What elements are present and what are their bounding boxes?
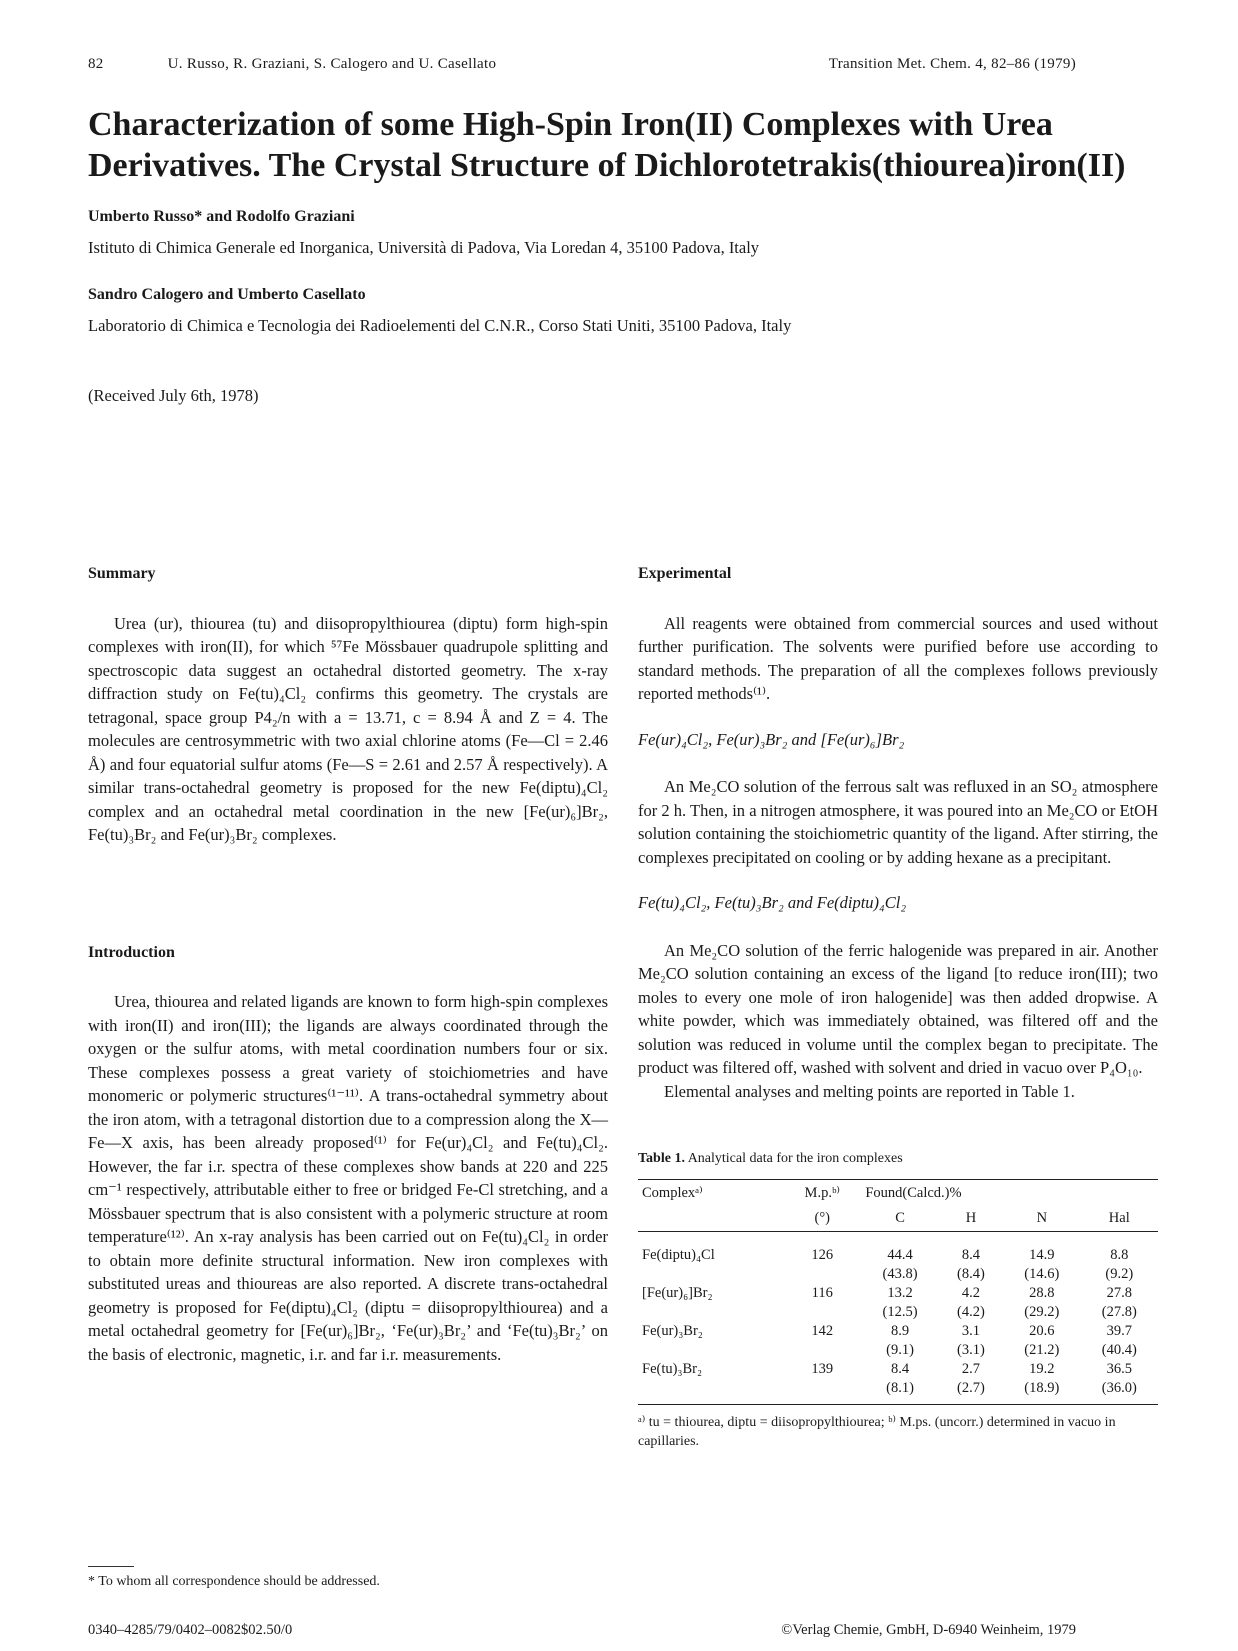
left-column	[88, 562, 608, 1366]
received-date: (Received July 6th, 1978)	[88, 386, 259, 405]
cell-complex: [Fe(ur)₆]Br₂	[642, 1284, 713, 1301]
authors-group-2: Sandro Calogero and Umberto Casellato	[88, 286, 366, 303]
experimental-paragraph-1: All reagents were obtained from commercial sources and used without further purification. The solvents were purified before use according to standard methods. The preparation of all the complexes follows previously reported methods⁽¹⁾.	[638, 613, 1158, 703]
table-row	[638, 1322, 1158, 1360]
experimental-heading: Experimental	[638, 565, 732, 582]
authors-group-1: Umberto Russo* and Rodolfo Graziani	[88, 208, 355, 225]
experimental-subheading-1: Fe(ur)₄Cl₂, Fe(ur)₃Br₂ and [Fe(ur)₆]Br₂	[638, 729, 905, 749]
table-caption-text: Analytical data for the iron complexes	[687, 1151, 903, 1166]
cell-n: 28.8 (29.2)	[1024, 1284, 1060, 1320]
table-row	[638, 1284, 1158, 1322]
introduction-text: Urea, thiourea and related ligands are known to form high-spin complexes with iron(II) and iron(III); the ligands are always coordinated through the oxygen or the sulfur atoms, with metal coordination numbers four or six. These complexes possess a great variety of stoichiometries and have monomeric or polymeric structures⁽¹⁻¹¹⁾. A trans-octahedral symmetry about the iron atom, with a tetragonal distortion due to a compression along the X—Fe—X axis, has been already proposed⁽¹⁾ for Fe(ur)₄Cl₂ and Fe(tu)₄Cl₂. However, the far i.r. spectra of these complexes show bands at 220 and 225 cm⁻¹ respectively, attributable either to free or bridged Fe-Cl stretching, and a Mössbauer spectrum that is also consistent with a polymeric structure at room temperature⁽¹²⁾. An x-ray analysis has been carried out on Fe(tu)₄Cl₂ in order to obtain more definite structural information. New iron complexes with substituted ureas and thioureas are also reported. A discrete trans-octahedral geometry is proposed for Fe(diptu)₄Cl₂ (diptu = diisopropylthiourea) and a metal octahedral geometry for [Fe(ur)₆]Br₂, ‘Fe(ur)₃Br₂’ and ‘Fe(tu)₃Br₂’ on the basis of electronic, magnetic, i.r. and far i.r. measurements.	[88, 992, 608, 1364]
experimental-subheading-2: Fe(tu)₄Cl₂, Fe(tu)₃Br₂ and Fe(diptu)₄Cl₂	[638, 893, 907, 912]
experimental-paragraph-4: Elemental analyses and melting points are reported in Table 1.	[664, 1081, 1075, 1101]
journal-citation: Transition Met. Chem. 4, 82–86 (1979)	[828, 56, 1076, 72]
publisher-copyright: ©Verlag Chemie, GmbH, D-6940 Weinheim, 1979	[781, 1622, 1076, 1638]
table-footnote: ᵃ⁾ tu = thiourea, diptu = diisopropylthiourea; ᵇ⁾ M.ps. (uncorr.) determined in vacuo in capillaries.	[638, 1414, 1116, 1449]
cell-h: 2.7 (2.7)	[939, 1360, 1003, 1405]
footnote-rule	[88, 1566, 134, 1567]
col-header-hal: Hal	[1081, 1205, 1158, 1231]
cell-hal: 36.5 (36.0)	[1081, 1360, 1158, 1405]
article-code: 0340–4285/79/0402–0082$02.50/0	[88, 1622, 293, 1638]
table-caption	[638, 1147, 1158, 1171]
cell-n: 14.9 (14.6)	[1024, 1246, 1060, 1282]
table-caption-label: Table 1.	[638, 1151, 685, 1166]
experimental-paragraph-2: An Me₂CO solution of the ferrous salt was refluxed in an SO₂ atmosphere for 2 h. Then, in a nitrogen atmosphere, it was poured into an Me₂CO or EtOH solution containing the stoichiometric quantity of the ligand. After stirring, the complexes precipitated on cooling or by adding hexane as a precipitant.	[638, 777, 1158, 867]
cell-c: 8.9 (9.1)	[886, 1322, 914, 1358]
col-header-found: Found(Calcd.)%	[861, 1179, 1158, 1205]
summary-text: Urea (ur), thiourea (tu) and diisopropylthiourea (diptu) form high-spin complexes with iron(II), for which ⁵⁷Fe Mössbauer quadrupole splitting and spectroscopic data suggest an octahedral distorted geometry. The x-ray diffraction study on Fe(tu)₄Cl₂ confirms this geometry. The crystals are tetragonal, space group P4₂/n with a = 13.71, c = 8.94 Å and Z = 4. The molecules are centrosymmetric with two axial chlorine atoms (Fe—Cl = 2.46 Å) and four equatorial sulfur atoms (Fe—S = 2.61 and 2.57 Å respectively). A similar trans-octahedral geometry is proposed for the new Fe(diptu)₄Cl₂ complex and an octahedral metal coordination in the new [Fe(ur)₆]Br₂, Fe(tu)₃Br₂ and Fe(ur)₃Br₂ complexes.	[88, 613, 608, 844]
cell-h: 3.1 (3.1)	[957, 1322, 985, 1358]
col-header-n: N	[1003, 1205, 1080, 1231]
cell-h: 8.4 (8.4)	[957, 1246, 985, 1282]
col-header-mp-unit: (°)	[783, 1205, 861, 1231]
col-header-mp: M.p.ᵇ⁾	[783, 1179, 861, 1205]
cell-complex: Fe(ur)₃Br₂	[642, 1322, 703, 1339]
col-header-h: H	[939, 1205, 1003, 1231]
table-row	[638, 1231, 1158, 1284]
cell-mp: 126	[811, 1246, 834, 1263]
running-header-left	[88, 56, 496, 73]
page-number: 82	[88, 56, 104, 72]
col-header-complex: Complexᵃ⁾	[638, 1179, 783, 1205]
affiliation-2: Laboratorio di Chimica e Tecnologia dei Radioelementi del C.N.R., Corso Stati Uniti, 35100 Padova, Italy	[88, 316, 792, 335]
summary-heading: Summary	[88, 565, 156, 582]
article-title: Characterization of some High-Spin Iron(II) Complexes with Urea Derivatives. The Crystal Structure of Dichlorotetrakis(thiourea)iron(II)	[88, 106, 1126, 184]
introduction-heading: Introduction	[88, 943, 175, 961]
cell-c: 13.2 (12.5)	[882, 1284, 918, 1320]
cell-hal: 8.8 (9.2)	[1105, 1246, 1134, 1282]
cell-h: 4.2 (4.2)	[957, 1284, 985, 1320]
cell-c: 44.4 (43.8)	[882, 1246, 918, 1282]
cell-mp: 116	[811, 1284, 833, 1301]
cell-hal: 39.7 (40.4)	[1101, 1322, 1137, 1358]
table-row	[638, 1360, 1158, 1405]
cell-n: 20.6 (21.2)	[1024, 1322, 1060, 1358]
cell-complex: Fe(tu)₃Br₂	[638, 1360, 783, 1405]
header-authors: U. Russo, R. Graziani, S. Calogero and U. Casellato	[167, 56, 497, 72]
cell-hal: 27.8 (27.8)	[1101, 1284, 1137, 1320]
experimental-paragraph-3: An Me₂CO solution of the ferric halogenide was prepared in air. Another Me₂CO solution containing an excess of the ligand [to reduce iron(III); two moles to every one mole of iron halogenide] was then added dropwise. A white powder, which was immediately obtained, was filtered off and the solution was reduced in volume until the complex began to precipitate. The product was filtered off, washed with solvent and dried in vacuo over P₄O₁₀.	[638, 940, 1158, 1077]
correspondence-footnote: * To whom all correspondence should be addressed.	[88, 1574, 380, 1589]
col-header-c: C	[861, 1205, 938, 1231]
affiliation-1: Istituto di Chimica Generale ed Inorganica, Università di Padova, Via Loredan 4, 35100 Padova, Italy	[88, 238, 760, 257]
cell-c: 8.4 (8.1)	[861, 1360, 938, 1405]
analytical-data-table	[638, 1179, 1158, 1405]
cell-complex: Fe(diptu)₄Cl	[642, 1246, 715, 1263]
cell-n: 19.2 (18.9)	[1003, 1360, 1080, 1405]
cell-mp: 142	[811, 1322, 834, 1339]
right-column	[638, 562, 1158, 1451]
cell-mp: 139	[783, 1360, 861, 1405]
